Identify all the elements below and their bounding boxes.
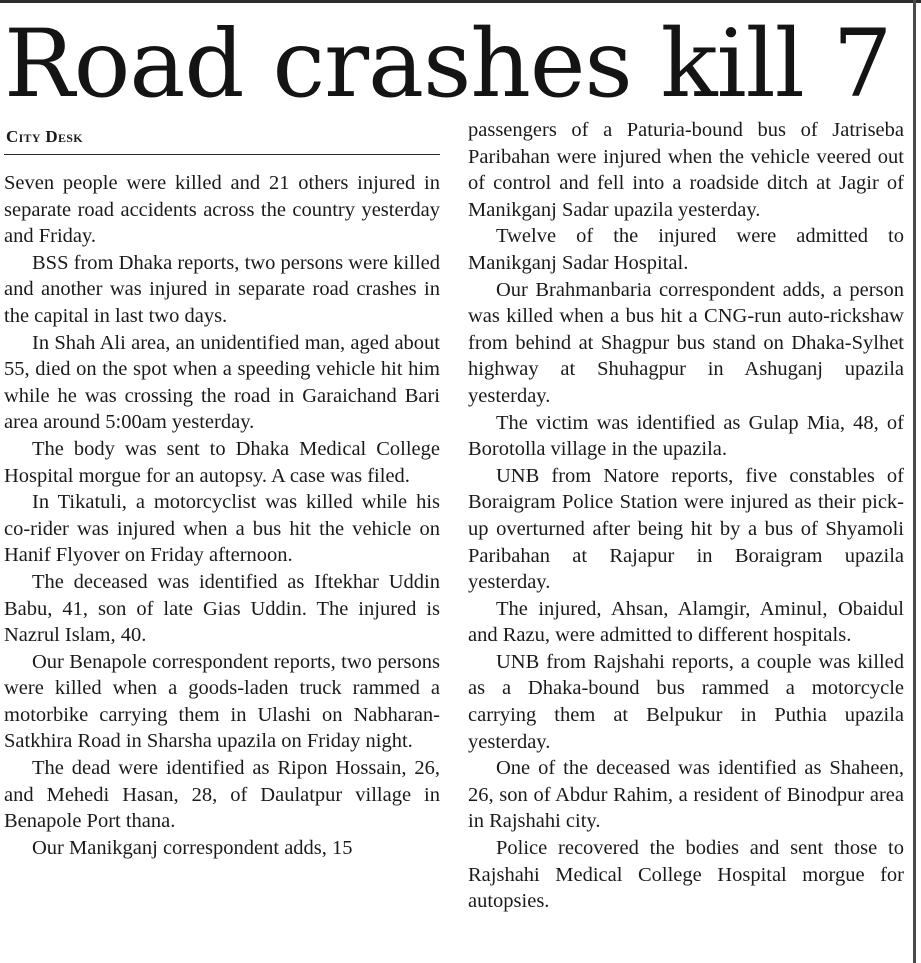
- paragraph: The injured, Ahsan, Alamgir, Aminul, Obaidul and Razu, were admitted to different hospitals.: [468, 597, 904, 647]
- paragraph: passengers of a Paturia-bound bus of Jatriseba Paribahan were injured when the vehicle veered out of control and fell into a roadside ditch at Jagir of Manikganj Sadar upazila yesterday.: [468, 119, 904, 221]
- paragraph: In Tikatuli, a motorcyclist was killed while his co-rider was injured when a bus hit the vehicle on Hanif Flyover on Friday afternoon.: [4, 491, 440, 567]
- byline: City Desk: [6, 127, 83, 146]
- paragraph: Our Brahmanbaria correspondent adds, a person was killed when a bus hit a CNG-run auto-rickshaw from behind at Shagpur bus stand on Dhaka-Sylhet highway at Shuhagpur in Ashuganj upazila yesterday.: [468, 278, 904, 407]
- paragraph: The deceased was identified as Iftekhar Uddin Babu, 41, son of late Gias Uddin. The injured is Nazrul Islam, 40.: [4, 570, 440, 647]
- byline-rule: [4, 154, 440, 155]
- top-rule: [0, 0, 921, 3]
- paragraph: Our Benapole correspondent reports, two persons were killed when a goods-laden truck rammed a motorbike carrying them in Ulashi on Nabharan-Satkhira Road in Sharsha upazila on Friday night.: [4, 650, 440, 753]
- paragraph: In Shah Ali area, an unidentified man, aged about 55, died on the spot when a speeding vehicle hit him while he was crossing the road in Garaichand Bari area around 5:00am yesterday.: [4, 331, 440, 434]
- right-column-rule: [913, 0, 916, 963]
- paragraph: The victim was identified as Gulap Mia, 48, of Borotolla village in the upazila.: [468, 411, 904, 461]
- article-column-1: [4, 170, 440, 861]
- paragraph: The dead were identified as Ripon Hossain, 26, and Mehedi Hasan, 28, of Daulatpur village in Benapole Port thana.: [4, 757, 440, 833]
- paragraph: Police recovered the bodies and sent those to Rajshahi Medical College Hospital morgue for autopsies.: [468, 837, 904, 913]
- paragraph: The body was sent to Dhaka Medical College Hospital morgue for an autopsy. A case was filed.: [4, 437, 440, 487]
- paragraph: One of the deceased was identified as Shaheen, 26, son of Abdur Rahim, a resident of Binodpur area in Rajshahi city.: [468, 757, 904, 833]
- paragraph: Seven people were killed and 21 others injured in separate road accidents across the country yesterday and Friday.: [4, 172, 440, 248]
- article-column-2: [468, 117, 904, 915]
- headline: Road crashes kill 7: [4, 10, 892, 119]
- paragraph: Our Manikganj correspondent adds, 15: [32, 836, 353, 859]
- paragraph: UNB from Rajshahi reports, a couple was killed as a Dhaka-bound bus rammed a motorcycle carrying them at Belpukur in Puthia upazila yesterday.: [468, 650, 904, 753]
- paragraph: BSS from Dhaka reports, two persons were killed and another was injured in separate road crashes in the capital in last two days.: [4, 251, 440, 327]
- paragraph: Twelve of the injured were admitted to Manikganj Sadar Hospital.: [468, 225, 904, 274]
- paragraph: UNB from Natore reports, five constables of Boraigram Police Station were injured as their pick-up overturned after being hit by a bus of Shyamoli Paribahan at Rajapur in Boraigram upazila yesterday.: [468, 464, 904, 594]
